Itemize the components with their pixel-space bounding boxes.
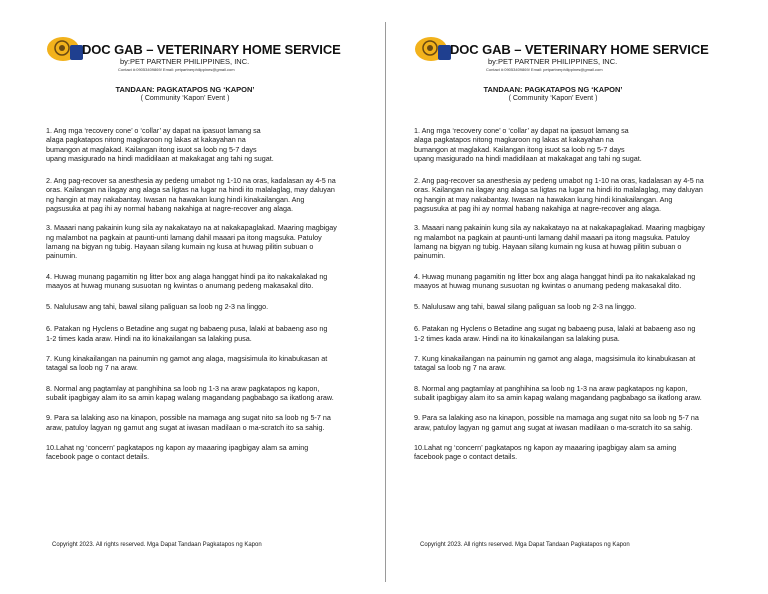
instruction-item: 4. Huwag munang pagamitin ng litter box ang alaga hanggat hindi pa ito nakakalakad ng maayos at huwag munang susuotan ng kwintas o anumang pedeng makasakal dito.: [46, 271, 328, 290]
instruction-item: 7. Kung kinakailangan na painumin ng gamot ang alaga, magsisimula ito kinabukasan at tatagal sa loob ng 7 na araw.: [414, 354, 696, 373]
heading: TANDAAN: PAGKATAPOS NG ‘KAPON’: [483, 85, 623, 94]
copyright: Copyright 2023. All rights reserved. Mga Dapat Tandaan Pagkatapos ng Kapon: [52, 542, 262, 548]
flyer-right: [398, 0, 748, 594]
instruction-item: 7. Kung kinakailangan na painumin ng gamot ang alaga, magsisimula ito kinabukasan at tatagal sa loob ng 7 na araw.: [46, 354, 328, 373]
instruction-item: 3. Maaari nang pakainin kung sila ay nakakatayo na at nakakapaglakad. Maaring magbigay ng malambot na pagkain at paunti-unti lamang dahil maaari pa itong magsuka. Patuloy lamang na bigyan ng tubig. Hayaan silang kumain ng kusa at huwag pilitin subuan o painumin.: [414, 223, 705, 261]
instruction-item: 5. Nalulusaw ang tahi, bawal silang paliguan sa loob ng 2-3 na linggo.: [414, 302, 637, 312]
instruction-item: 6. Patakan ng Hyclens o Betadine ang sugat ng babaeng pusa, lalaki at babaeng aso ng 1-2 times kada araw. Hindi na ito kinakailangan sa lalaking pusa.: [414, 324, 696, 343]
instruction-item: 10.Lahat ng ‘concern’ pagkatapos ng kapon ay maaaring ipagbigay alam sa aming facebook page o contact details.: [414, 442, 677, 462]
instruction-item: 6. Patakan ng Hyclens o Betadine ang sugat ng babaeng pusa, lalaki at babaeng aso ng 1-2 times kada araw. Hindi na ito kinakailangan sa lalaking pusa.: [46, 324, 328, 343]
heading: TANDAAN: PAGKATAPOS NG ‘KAPON’: [115, 85, 255, 94]
header-byline: by:PET PARTNER PHILIPPINES, INC.: [488, 57, 618, 66]
page-divider: [385, 22, 386, 582]
instruction-item: 8. Normal ang pagtamlay at panghihina sa loob ng 1-3 na araw pagkatapos ng kapon, subalit ipagbigay alam ito sa amin kapag walang magandang pagbabago sa ikatlong araw.: [414, 383, 702, 402]
instruction-item: 1. Ang mga ‘recovery cone’ o ‘collar’ ay dapat na ipasuot lamang sa alaga pagkatapos nitong magkaroon ng lakas at kakayahan na bumangon at maglakad. Kailangan itong isuot sa loob ng 5-7 days upang masigurado na hindi madidilaan at makakagat ang tahi ng sugat.: [46, 126, 274, 163]
subheading: ( Community ‘Kapon’ Event ): [508, 95, 598, 102]
instruction-list: [414, 126, 744, 472]
instruction-item: 3. Maaari nang pakainin kung sila ay nakakatayo na at nakakapaglakad. Maaring magbigay ng malambot na pagkain at paunti-unti lamang dahil maaari pa itong magsuka. Patuloy lamang na bigyan ng tubig. Hayaan silang kumain ng kusa at huwag pilitin subuan o painumin.: [46, 223, 337, 261]
logo-icon: [46, 34, 84, 66]
instruction-item: 1. Ang mga ‘recovery cone’ o ‘collar’ ay dapat na ipasuot lamang sa alaga pagkatapos nitong magkaroon ng lakas at kakayahan na bumangon at maglakad. Kailangan itong isuot sa loob ng 5-7 days upang masigurado na hindi madidilaan at makakagat ang tahi ng sugat.: [414, 126, 642, 163]
instruction-item: 8. Normal ang pagtamlay at panghihina sa loob ng 1-3 na araw pagkatapos ng kapon, subalit ipagbigay alam ito sa amin kapag walang magandang pagbabago sa ikatlong araw.: [46, 383, 334, 402]
instruction-item: 9. Para sa lalaking aso na kinapon, possible na mamaga ang sugat nito sa loob ng 5-7 na araw, patuloy lagyan ng gamut ang sugat at iwasan madilaan o ma-scratch ito sa sahig.: [414, 413, 699, 432]
instruction-item: 4. Huwag munang pagamitin ng litter box ang alaga hanggat hindi pa ito nakakalakad ng maayos at huwag munang susuotan ng kwintas o anumang pedeng makasakal dito.: [414, 271, 696, 290]
header-byline: by:PET PARTNER PHILIPPINES, INC.: [120, 57, 250, 66]
copyright: Copyright 2023. All rights reserved. Mga Dapat Tandaan Pagkatapos ng Kapon: [420, 542, 630, 548]
header-title: DOC GAB – VETERINARY HOME SERVICE: [82, 42, 341, 57]
instruction-item: 2. Ang pag-recover sa anesthesia ay pedeng umabot ng 1-10 na oras, kadalasan ay 4-5 na oras. Kailangan na ilagay ang alaga sa ligtas na lugar na hindi ito malalaglag, may daluyan ng hangin at may nakabantay. Iwasan na hawakan kung hindi kinakailangan. Ang pagsusuka at pag ihi ay normal habang nakahiga at nagre-recover ang alaga.: [414, 176, 704, 214]
subheading: ( Community ‘Kapon’ Event ): [140, 95, 230, 102]
logo-icon: [414, 34, 452, 66]
header-contact: Contact #:09053409869/ Email: petpartnerphilippines@gmail.com: [118, 67, 235, 72]
instruction-item: 10.Lahat ng ‘concern’ pagkatapos ng kapon ay maaaring ipagbigay alam sa aming facebook page o contact details.: [46, 442, 309, 462]
instruction-item: 2. Ang pag-recover sa anesthesia ay pedeng umabot ng 1-10 na oras, kadalasan ay 4-5 na oras. Kailangan na ilagay ang alaga sa ligtas na lugar na hindi ito malalaglag, may daluyan ng hangin at may nakabantay. Iwasan na hawakan kung hindi kinakailangan. Ang pagsusuka at pag ihi ay normal habang nakahiga at nagre-recover ang alaga.: [46, 176, 336, 214]
header-title: DOC GAB – VETERINARY HOME SERVICE: [450, 42, 709, 57]
flyer-left: [30, 0, 380, 594]
instruction-item: 5. Nalulusaw ang tahi, bawal silang paliguan sa loob ng 2-3 na linggo.: [46, 302, 269, 312]
instruction-item: 9. Para sa lalaking aso na kinapon, possible na mamaga ang sugat nito sa loob ng 5-7 na araw, patuloy lagyan ng gamut ang sugat at iwasan madilaan o ma-scratch ito sa sahig.: [46, 413, 331, 432]
header-contact: Contact #:09053409869/ Email: petpartnerphilippines@gmail.com: [486, 67, 603, 72]
instruction-list: [46, 126, 376, 472]
